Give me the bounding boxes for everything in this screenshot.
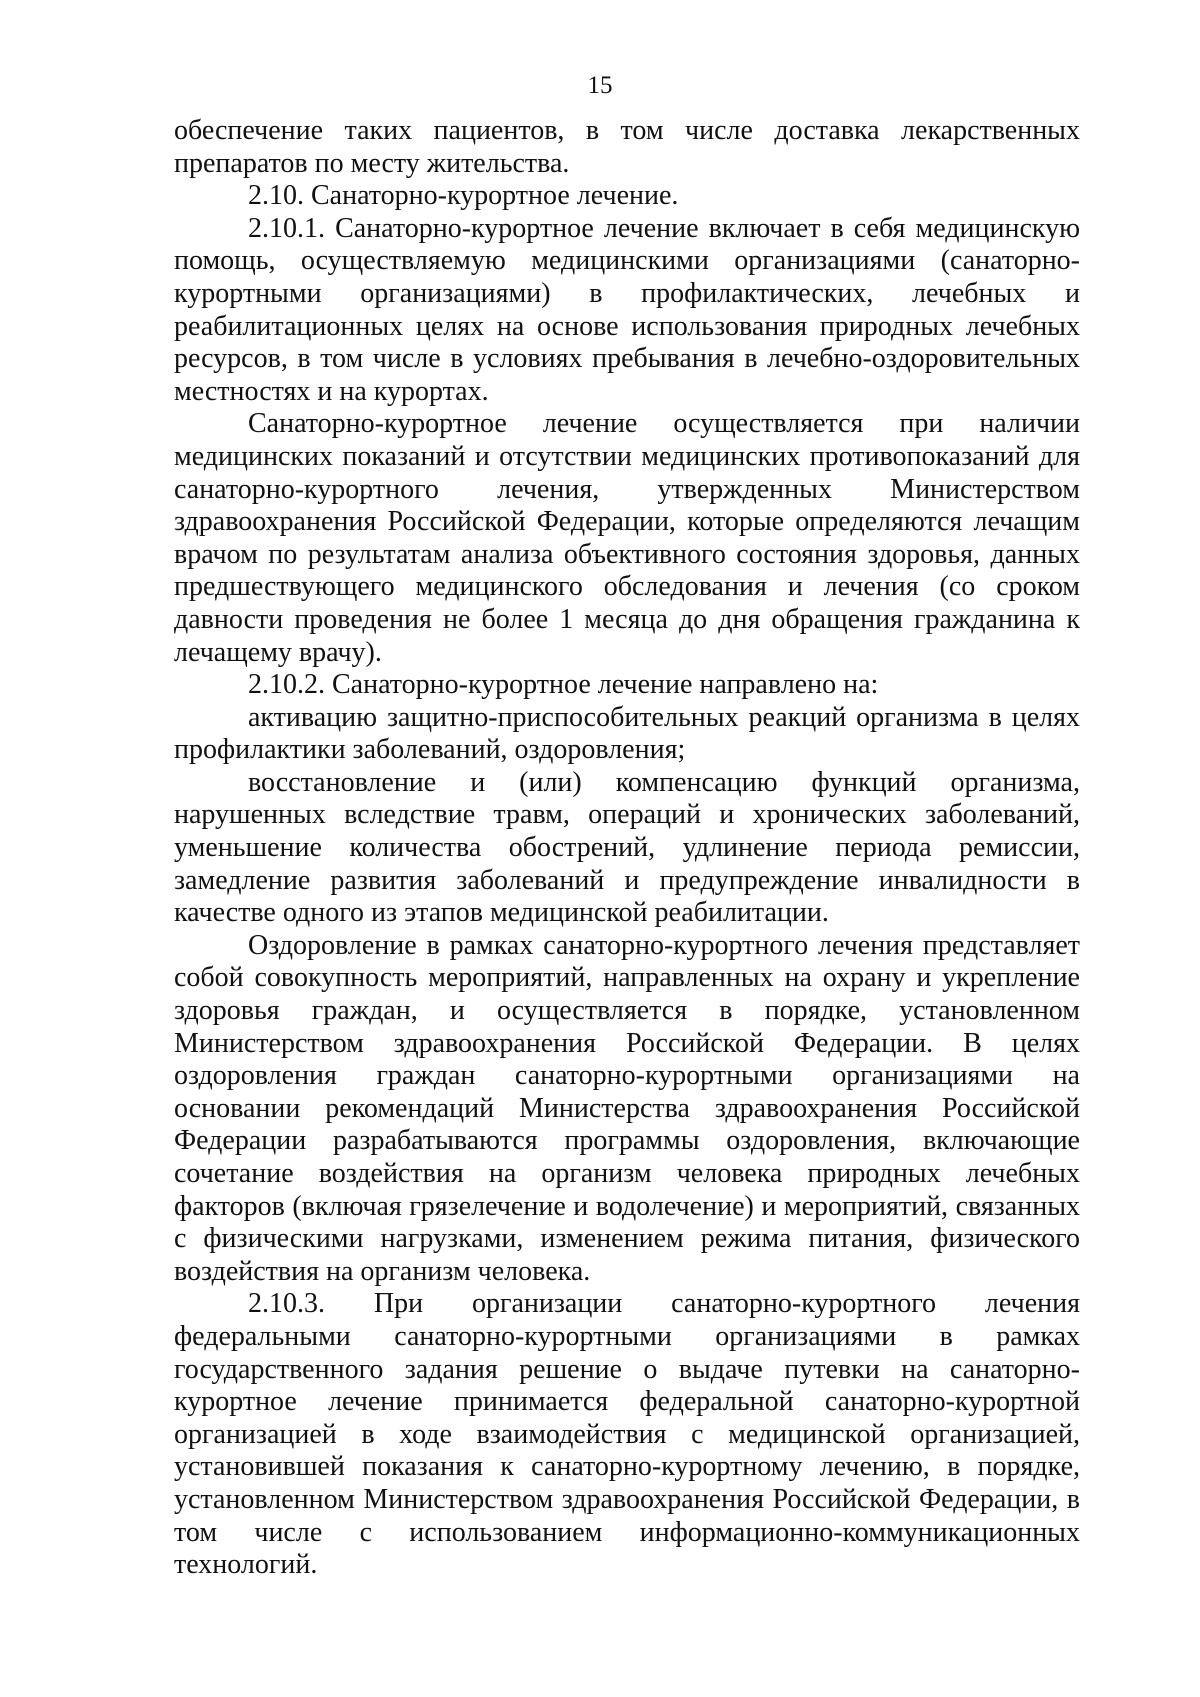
section-heading-2-10: 2.10. Санаторно-курортное лечение.	[248, 180, 679, 212]
paragraph-2-10-2: 2.10.2. Санаторно-курортное лечение направлено на:	[248, 669, 879, 701]
paragraph-2-10-3: 2.10.3. При организации санаторно-курортного лечения федеральными санаторно-курортными организациями в рамках государственного задания решение о выдаче путевки на санаторно-курортное лечение принимается федеральной санаторно-курортной организацией в ходе взаимодействия с медицинской организацией, установившей показания к санаторно-курортному лечению, в порядке, установленном Министерством здравоохранения Российской Федерации, в том числе с использованием информационно-коммуникационных технологий.	[174, 1288, 1080, 1581]
paragraph-indications: Санаторно-курортное лечение осуществляется при наличии медицинских показаний и отсутствии медицинских противопоказаний для санаторно-курортного лечения, утвержденных Министерством здравоохранения Российской Федерации, которые определяются лечащим врачом по результатам анализа объективного состояния здоровья, данных предшествующего медицинского обследования и лечения (со сроком давности проведения не более 1 месяца до дня обращения гражданина к лечащему врачу).	[174, 408, 1080, 668]
document-body	[174, 115, 1080, 1582]
list-item-activation: активацию защитно-приспособительных реакций организма в целях профилактики заболеваний, оздоровления;	[174, 701, 1080, 766]
page-number: 15	[587, 72, 613, 99]
paragraph-continuation: обеспечение таких пациентов, в том числе доставка лекарственных препаратов по месту жительства.	[174, 115, 1080, 179]
paragraph-wellness: Оздоровление в рамках санаторно-курортного лечения представляет собой совокупность мероприятий, направленных на охрану и укрепление здоровья граждан, и осуществляется в порядке, установленном Министерством здравоохранения Российской Федерации. В целях оздоровления граждан санаторно-курортными организациями на основании рекомендаций Министерства здравоохранения Российской Федерации разрабатываются программы оздоровления, включающие сочетание воздействия на организм человека природных лечебных факторов (включая грязелечение и водолечение) и мероприятий, связанных с физическими нагрузками, изменением режима питания, физического воздействия на организм человека.	[174, 929, 1080, 1287]
list-item-restoration: восстановление и (или) компенсацию функций организма, нарушенных вследствие травм, операций и хронических заболеваний, уменьшение количества обострений, удлинение периода ремиссии, замедление развития заболеваний и предупреждение инвалидности в качестве одного из этапов медицинской реабилитации.	[174, 766, 1080, 929]
paragraph-2-10-1: 2.10.1. Санаторно-курортное лечение включает в себя медицинскую помощь, осуществляемую медицинскими организациями (санаторно-курортными организациями) в профилактических, лечебных и реабилитационных целях на основе использования природных лечебных ресурсов, в том числе в условиях пребывания в лечебно-оздоровительных местностях и на курортах.	[174, 212, 1080, 407]
